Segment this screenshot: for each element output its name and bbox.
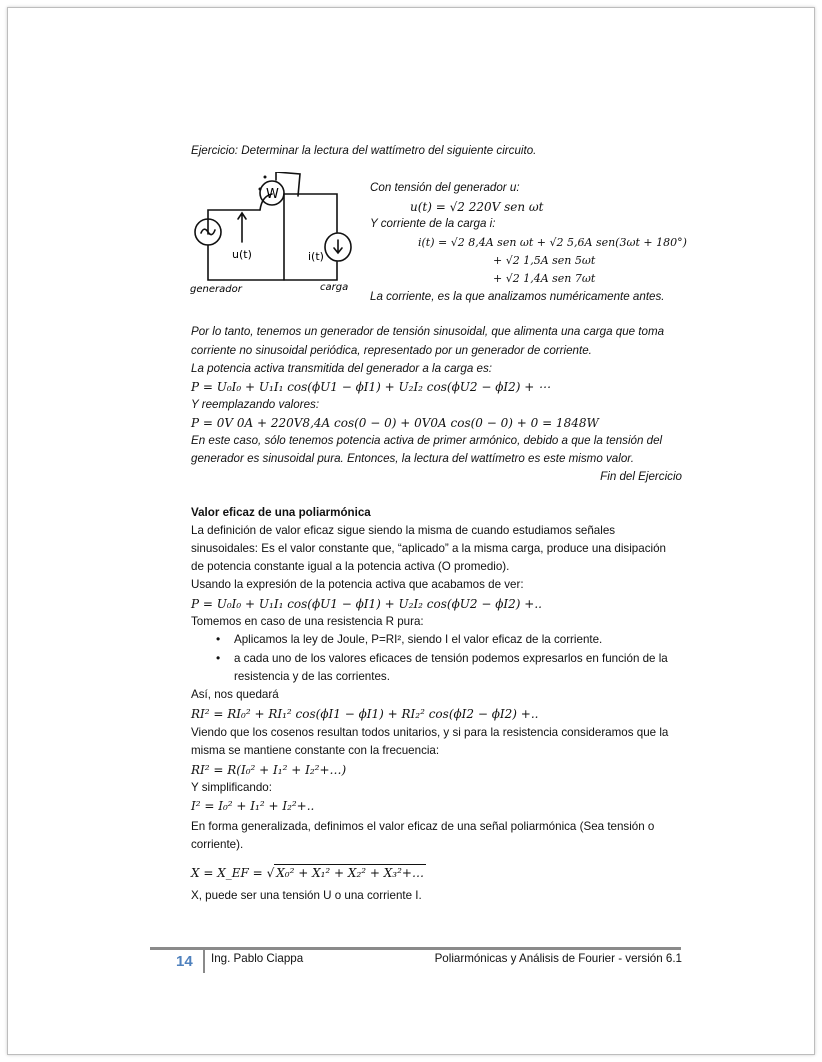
rms-equation: I² = I₀² + I₁² + I₂²+..: [191, 799, 315, 813]
exercise-text: La potencia activa transmitida del generador a la carga es:: [191, 362, 492, 375]
bullet-icon: •: [216, 632, 221, 646]
given-current-label: Y corriente de la carga i:: [370, 217, 496, 230]
section-heading: Valor eficaz de una poliarmónica: [191, 506, 371, 519]
body-text: Y simplificando:: [191, 781, 272, 794]
exercise-end: Fin del Ejercicio: [600, 470, 682, 483]
body-text: de potencia constante igual a la potencia activa (O promedio).: [191, 560, 510, 573]
bullet-item: a cada uno de los valores eficaces de tensión podemos expresarlos en función de la: [234, 652, 668, 665]
given-voltage-label: Con tensión del generador u:: [370, 181, 520, 194]
current-equation-cont-1: + √2 1,5A sen 5ωt: [493, 254, 596, 267]
power-equation: P = U₀I₀ + U₁I₁ cos(ϕU1 − ϕI1) + U₂I₂ cos(ϕU2 − ϕI2) + ⋯: [191, 380, 551, 394]
body-text: Tomemos en caso de una resistencia R pura:: [191, 615, 424, 628]
power-equation: P = U₀I₀ + U₁I₁ cos(ϕU1 − ϕI1) + U₂I₂ cos(ϕU2 − ϕI2) +..: [191, 597, 542, 611]
exercise-text: corriente no sinusoidal periódica, representado por un generador de corriente.: [191, 344, 592, 357]
page-number: 14: [176, 953, 193, 970]
body-text: Viendo que los cosenos resultan todos unitarios, y si para la resistencia consideramos que la: [191, 726, 669, 739]
power-result-equation: P = 0V 0A + 220V8,4A cos(0 − 0) + 0V0A cos(0 − 0) + 0 = 1848W: [191, 416, 599, 430]
exercise-text: generador es sinusoidal pura. Entonces, la lectura del wattímetro es este mismo valor.: [191, 452, 634, 465]
load-label: carga: [320, 282, 349, 293]
rms-lhs: X = X_EF =: [191, 866, 263, 880]
body-text: Usando la expresión de la potencia activa que acabamos de ver:: [191, 578, 524, 591]
bullet-item-cont: resistencia y de las corrientes.: [234, 670, 390, 683]
bullet-item: Aplicamos la ley de Joule, P=RI², siendo I el valor eficaz de la corriente.: [234, 633, 603, 646]
exercise-text: En este caso, sólo tenemos potencia activa de primer armónico, debido a que la tensión del: [191, 434, 663, 447]
sqrt-icon: √: [266, 866, 275, 880]
rms-equation: RI² = RI₀² + RI₁² cos(ϕI1 − ϕI1) + RI₂² cos(ϕI2 − ϕI2) +..: [191, 707, 539, 721]
exercise-title: Ejercicio: Determinar la lectura del wattímetro del siguiente circuito.: [191, 144, 537, 157]
rms-radicand: X₀² + X₁² + X₂² + X₃²+…: [276, 866, 424, 880]
body-text: La definición de valor eficaz sigue siendo la misma de cuando estudiamos señales: [191, 524, 616, 537]
footer-divider: [150, 947, 681, 950]
footer-title: Poliarmónicas y Análisis de Fourier - versión 6.1: [434, 952, 682, 965]
bullet-icon: •: [216, 651, 221, 665]
body-text: En forma generalizada, definimos el valor eficaz de una señal poliarmónica (Sea tensión o: [191, 820, 655, 833]
footer-author: Ing. Pablo Ciappa: [211, 952, 304, 965]
wattmeter-label: W: [266, 187, 279, 202]
rms-definition: [191, 864, 426, 881]
exercise-text: Por lo tanto, tenemos un generador de tensión sinusoidal, que alimenta una carga que toma: [191, 325, 665, 338]
source-label: generador: [190, 284, 242, 295]
circuit-diagram: [190, 172, 360, 297]
body-text: corriente).: [191, 838, 244, 851]
body-text: misma se mantiene constante con la frecuencia:: [191, 744, 440, 757]
voltage-equation: u(t) = √2 220V sen ωt: [410, 200, 544, 214]
footer-separator: [203, 949, 205, 973]
body-text: sinusoidales: Es el valor constante que, “aplicado” a la misma carga, produce una disipación: [191, 542, 666, 555]
current-note: La corriente, es la que analizamos numéricamente antes.: [370, 290, 665, 303]
rms-equation: RI² = R(I₀² + I₁² + I₂²+…): [191, 763, 347, 777]
body-text: Así, nos quedará: [191, 688, 279, 701]
body-text: X, puede ser una tensión U o una corriente I.: [191, 889, 422, 902]
voltage-label: u(t): [232, 248, 252, 261]
current-equation: i(t) = √2 8,4A sen ωt + √2 5,6A sen(3ωt + 180°): [418, 236, 687, 249]
current-label: i(t): [308, 250, 324, 263]
current-equation-cont-2: + √2 1,4A sen 7ωt: [493, 272, 596, 285]
exercise-text: Y reemplazando valores:: [191, 398, 320, 411]
